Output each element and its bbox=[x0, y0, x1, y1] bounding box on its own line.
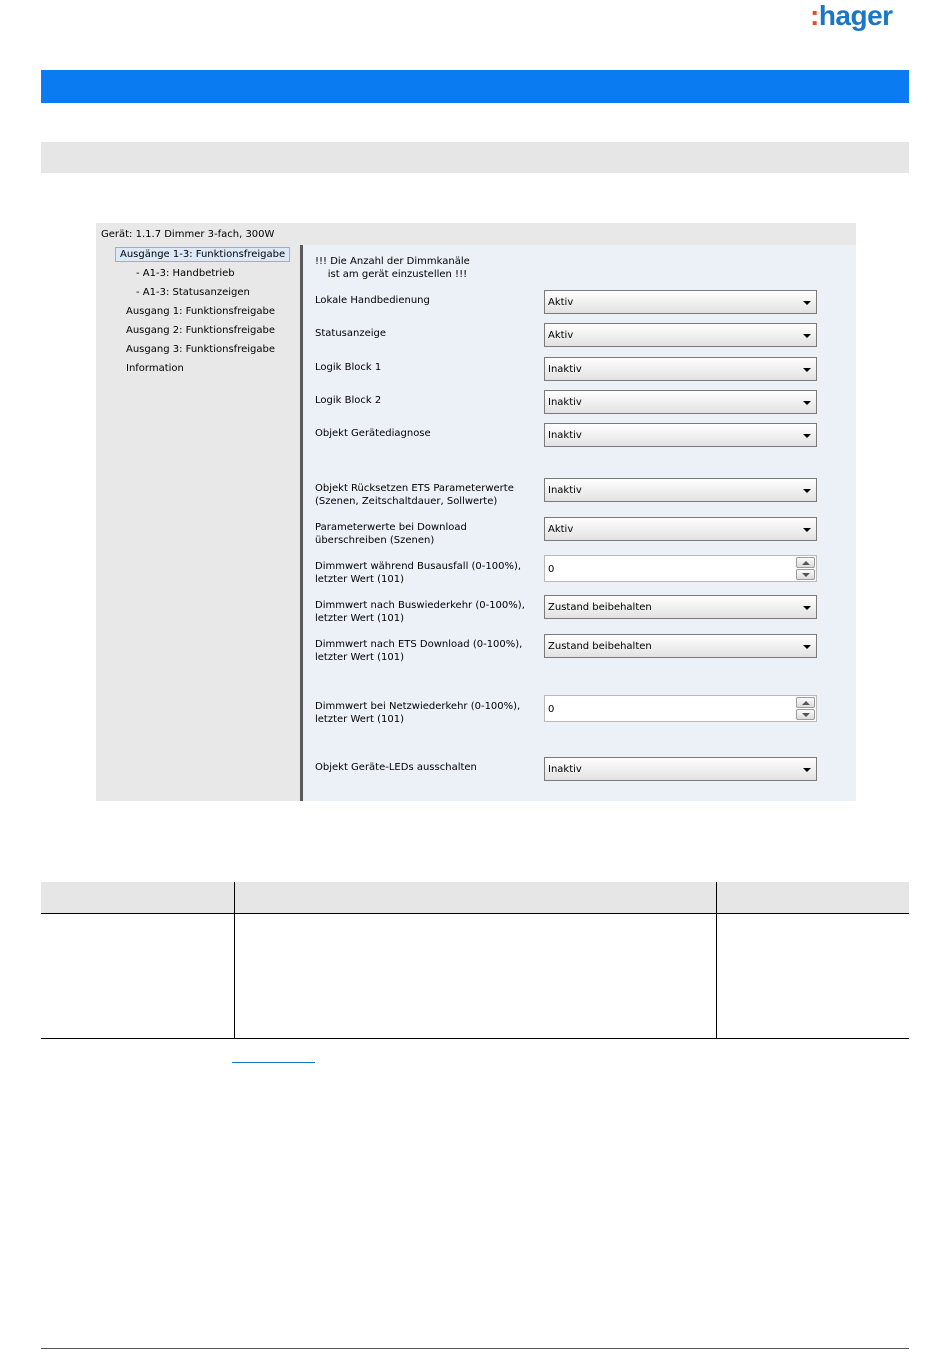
dropdown-objekt-geraetediagnose[interactable]: Inaktiv bbox=[544, 423, 817, 447]
tree-item-ausgaenge-1-3[interactable]: Ausgänge 1-3: Funktionsfreigabe bbox=[115, 247, 290, 262]
tree-item-ausgang-2[interactable]: Ausgang 2: Funktionsfreigabe bbox=[126, 325, 275, 336]
param-label-dimmwert-ets-download: Dimmwert nach ETS Download (0-100%), letzter Wert (101) bbox=[315, 639, 523, 663]
section-bar bbox=[41, 142, 909, 173]
chevron-down-icon bbox=[803, 368, 811, 372]
tree-item-handbetrieb[interactable]: - A1-3: Handbetrieb bbox=[136, 268, 235, 279]
parameter-tree bbox=[96, 245, 301, 801]
window-title: Gerät: 1.1.7 Dimmer 3-fach, 300W bbox=[101, 229, 275, 240]
table-column-divider bbox=[234, 882, 235, 1038]
dropdown-dimmwert-ets-download[interactable]: Zustand beibehalten bbox=[544, 634, 817, 658]
param-label-ruecksetzen-ets: Objekt Rücksetzen ETS Parameterwerte (Szenen, Zeitschaltdauer, Sollwerte) bbox=[315, 483, 514, 507]
dropdown-ruecksetzen-ets[interactable]: Inaktiv bbox=[544, 478, 817, 502]
param-label-logik-block-1: Logik Block 1 bbox=[315, 362, 382, 373]
parameter-panel bbox=[303, 245, 856, 801]
dropdown-lokale-handbedienung[interactable]: Aktiv bbox=[544, 290, 817, 314]
spin-down-icon[interactable] bbox=[796, 709, 815, 720]
tree-item-statusanzeigen[interactable]: - A1-3: Statusanzeigen bbox=[136, 287, 250, 298]
chevron-down-icon bbox=[803, 606, 811, 610]
dropdown-logik-block-1[interactable]: Inaktiv bbox=[544, 357, 817, 381]
table-column-divider bbox=[716, 882, 717, 1038]
info-note: !!! Die Anzahl der Dimmkanäle ist am gerät einzustellen !!! bbox=[315, 256, 470, 280]
spin-up-icon[interactable] bbox=[796, 557, 815, 568]
table-header bbox=[41, 882, 909, 914]
param-label-download-ueberschreiben: Parameterwerte bei Download überschreiben (Szenen) bbox=[315, 522, 467, 546]
chevron-down-icon bbox=[803, 434, 811, 438]
param-label-statusanzeige: Statusanzeige bbox=[315, 328, 387, 339]
param-label-dimmwert-buswiederkehr: Dimmwert nach Buswiederkehr (0-100%), letzter Wert (101) bbox=[315, 600, 525, 624]
spin-up-icon[interactable] bbox=[796, 697, 815, 708]
chevron-down-icon bbox=[803, 645, 811, 649]
chevron-down-icon bbox=[803, 489, 811, 493]
param-label-lokale-handbedienung: Lokale Handbedienung bbox=[315, 295, 430, 306]
header-bar bbox=[41, 70, 909, 103]
footer-divider bbox=[41, 1348, 909, 1349]
tree-item-ausgang-1[interactable]: Ausgang 1: Funktionsfreigabe bbox=[126, 306, 275, 317]
ets-parameter-window bbox=[96, 223, 856, 801]
chevron-down-icon bbox=[803, 334, 811, 338]
tree-item-ausgang-3[interactable]: Ausgang 3: Funktionsfreigabe bbox=[126, 344, 275, 355]
hager-logo: :hager bbox=[810, 0, 893, 31]
chevron-down-icon bbox=[803, 301, 811, 305]
tree-item-information[interactable]: Information bbox=[126, 363, 184, 374]
param-label-dimmwert-busausfall: Dimmwert während Busausfall (0-100%), letzter Wert (101) bbox=[315, 561, 522, 585]
chevron-down-icon bbox=[803, 401, 811, 405]
link-underline[interactable] bbox=[232, 1062, 315, 1063]
dropdown-logik-block-2[interactable]: Inaktiv bbox=[544, 390, 817, 414]
chevron-down-icon bbox=[803, 768, 811, 772]
dropdown-geraete-leds[interactable]: Inaktiv bbox=[544, 757, 817, 781]
param-label-logik-block-2: Logik Block 2 bbox=[315, 395, 382, 406]
spinbox-dimmwert-busausfall[interactable]: 0 bbox=[544, 555, 817, 582]
spinbox-dimmwert-netzwiederkehr[interactable]: 0 bbox=[544, 695, 817, 722]
param-label-geraete-leds: Objekt Geräte-LEDs ausschalten bbox=[315, 762, 477, 773]
dropdown-dimmwert-buswiederkehr[interactable]: Zustand beibehalten bbox=[544, 595, 817, 619]
dropdown-statusanzeige[interactable]: Aktiv bbox=[544, 323, 817, 347]
param-label-objekt-geraetediagnose: Objekt Gerätediagnose bbox=[315, 428, 431, 439]
spin-down-icon[interactable] bbox=[796, 569, 815, 580]
dropdown-download-ueberschreiben[interactable]: Aktiv bbox=[544, 517, 817, 541]
chevron-down-icon bbox=[803, 528, 811, 532]
param-label-dimmwert-netzwiederkehr: Dimmwert bei Netzwiederkehr (0-100%), letzter Wert (101) bbox=[315, 701, 521, 725]
table-bottom-border bbox=[41, 1038, 909, 1039]
